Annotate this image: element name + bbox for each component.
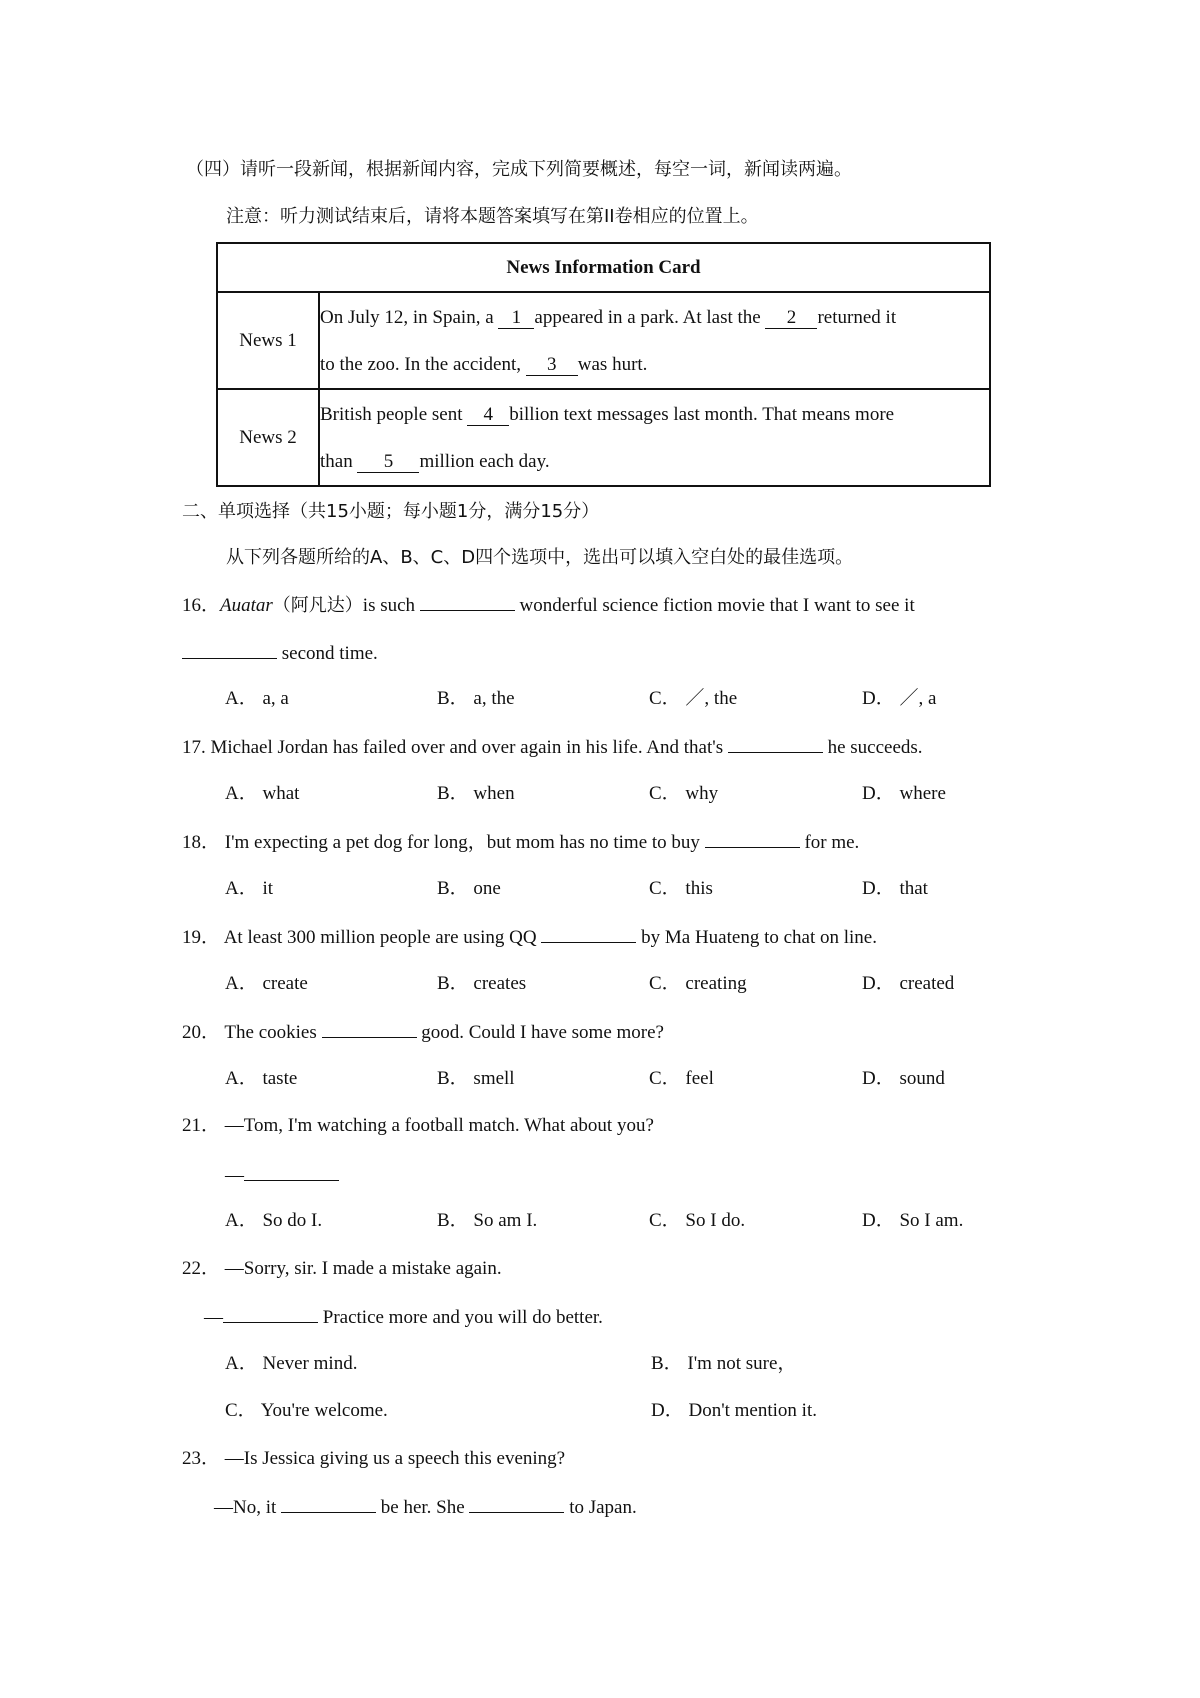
q16-blank-2 [182,640,277,659]
q20-text-2: good. Could I have some more? [421,1022,664,1043]
question-22: 22． —Sorry, sir. I made a mistake again. [182,1258,502,1279]
q19-option-b: B． creates [437,973,527,994]
question-21-reply [225,1162,339,1188]
q18-blank [705,829,800,848]
q20-option-b: B． smell [437,1068,515,1089]
q19-text-2: by Ma Huateng to chat on line. [641,927,877,948]
q19-blank [541,924,636,943]
section4-title: （四）请听一段新闻，根据新闻内容，完成下列简要概述，每空一词，新闻读两遍。 [186,159,852,180]
news1-label: News 1 [217,292,319,389]
q18-option-c: C． this [649,878,713,899]
q22-option-b: B． I'm not sure， [651,1353,797,1374]
news1-text-4: to the zoo. In the accident, [320,353,526,375]
question-17 [182,734,923,760]
blank-3: 3 [526,355,578,376]
q16-cn: （阿凡达） [272,595,363,616]
news2-body [319,389,990,486]
q21-dash: — [225,1165,244,1186]
q23-text-3: be her. She [380,1497,465,1518]
blank-1: 1 [498,308,534,329]
q17-blank [728,734,823,753]
q17-option-b: B． when [437,783,515,804]
news2-text-4: million each day. [419,450,550,472]
q22-text-3: Practice more and you will do better. [322,1307,603,1328]
q16-option-b: B． a, the [437,688,515,709]
q16-text-3: second time. [281,643,378,664]
blank-5: 5 [357,452,419,473]
q16-blank-1 [420,592,515,611]
question-22-reply [204,1304,603,1330]
q21-option-d: D． So I am. [862,1210,964,1231]
news2-label: News 2 [217,389,319,486]
question-16 [182,592,915,618]
q18-option-d: D． that [862,878,928,899]
q20-option-c: C． feel [649,1068,714,1089]
q17-text-1: 17. Michael Jordan has failed over and over again in his life. And that's [182,737,724,758]
q16-number: 16． [182,595,221,616]
q16-option-d: D． ／, a [862,688,937,709]
q22-option-d: D． Don't mention it. [651,1400,817,1421]
question-16-cont [182,640,378,666]
blank-4: 4 [467,405,509,426]
q23-blank-2 [469,1494,564,1513]
card-title: News Information Card [217,243,990,292]
news1-text-3: returned it [817,306,897,328]
q16-option-c: C． ／, the [649,688,738,709]
q17-option-a: A． what [225,783,300,804]
q20-option-d: D． sound [862,1068,945,1089]
q19-option-a: A． create [225,973,308,994]
news1-row [217,292,990,389]
news1-body [319,292,990,389]
news1-text-2: appeared in a park. At last the [534,306,766,328]
section2-title: 二、单项选择（共15小题；每小题1分，满分15分） [182,501,600,522]
q18-text-2: for me. [804,832,860,853]
news-information-card [216,242,991,487]
q18-option-a: A． it [225,878,274,899]
q17-option-c: C． why [649,783,719,804]
q23-blank-1 [281,1494,376,1513]
q22-option-a: A． Never mind. [225,1353,358,1374]
q17-option-d: D． where [862,783,946,804]
q23-text-4: to Japan. [569,1497,637,1518]
q18-option-b: B． one [437,878,501,899]
q20-blank [322,1019,417,1038]
q21-option-b: B． So am I. [437,1210,538,1231]
q19-option-d: D． created [862,973,955,994]
question-18 [182,829,859,855]
q16-text-2: wonderful science fiction movie that I want to see it [519,595,915,616]
question-20 [182,1019,664,1045]
question-23: 23． —Is Jessica giving us a speech this evening? [182,1448,566,1469]
q16-option-a: A． a, a [225,688,289,709]
q16-text-1: is such [362,595,416,616]
news1-text-5: was hurt. [577,353,648,375]
section4-note: 注意：听力测试结束后，请将本题答案填写在第II卷相应的位置上。 [226,206,759,227]
news2-text-3: than [320,450,358,472]
section2-instruction: 从下列各题所给的A、B、C、D四个选项中，选出可以填入空白处的最佳选项。 [226,547,854,568]
q17-text-2: he succeeds. [827,737,923,758]
news1-text-1: On July 12, in Spain, a [320,306,499,328]
q21-option-c: C． So I do. [649,1210,746,1231]
question-21: 21． —Tom, I'm watching a football match. What about you? [182,1115,654,1136]
q20-option-a: A． taste [225,1068,298,1089]
q22-blank [223,1304,318,1323]
q22-dash: — [204,1307,223,1328]
q21-blank [244,1162,339,1181]
q20-text-1: 20． The cookies [182,1022,317,1043]
q22-option-c: C． You're welcome. [225,1400,388,1421]
q18-text-1: 18． I'm expecting a pet dog for long，but mom has no time to buy [182,832,700,853]
news2-text-1: British people sent [320,403,468,425]
q19-option-c: C． creating [649,973,747,994]
q19-text-1: 19． At least 300 million people are using QQ [182,927,537,948]
q21-option-a: A． So do I. [225,1210,323,1231]
blank-2: 2 [765,308,817,329]
question-19 [182,924,877,950]
news2-row [217,389,990,486]
q23-text-2: —No, it [214,1497,277,1518]
q16-italic-title: Auatar [220,595,273,616]
news2-text-2: billion text messages last month. That means more [509,403,895,425]
question-23-reply [214,1494,637,1520]
